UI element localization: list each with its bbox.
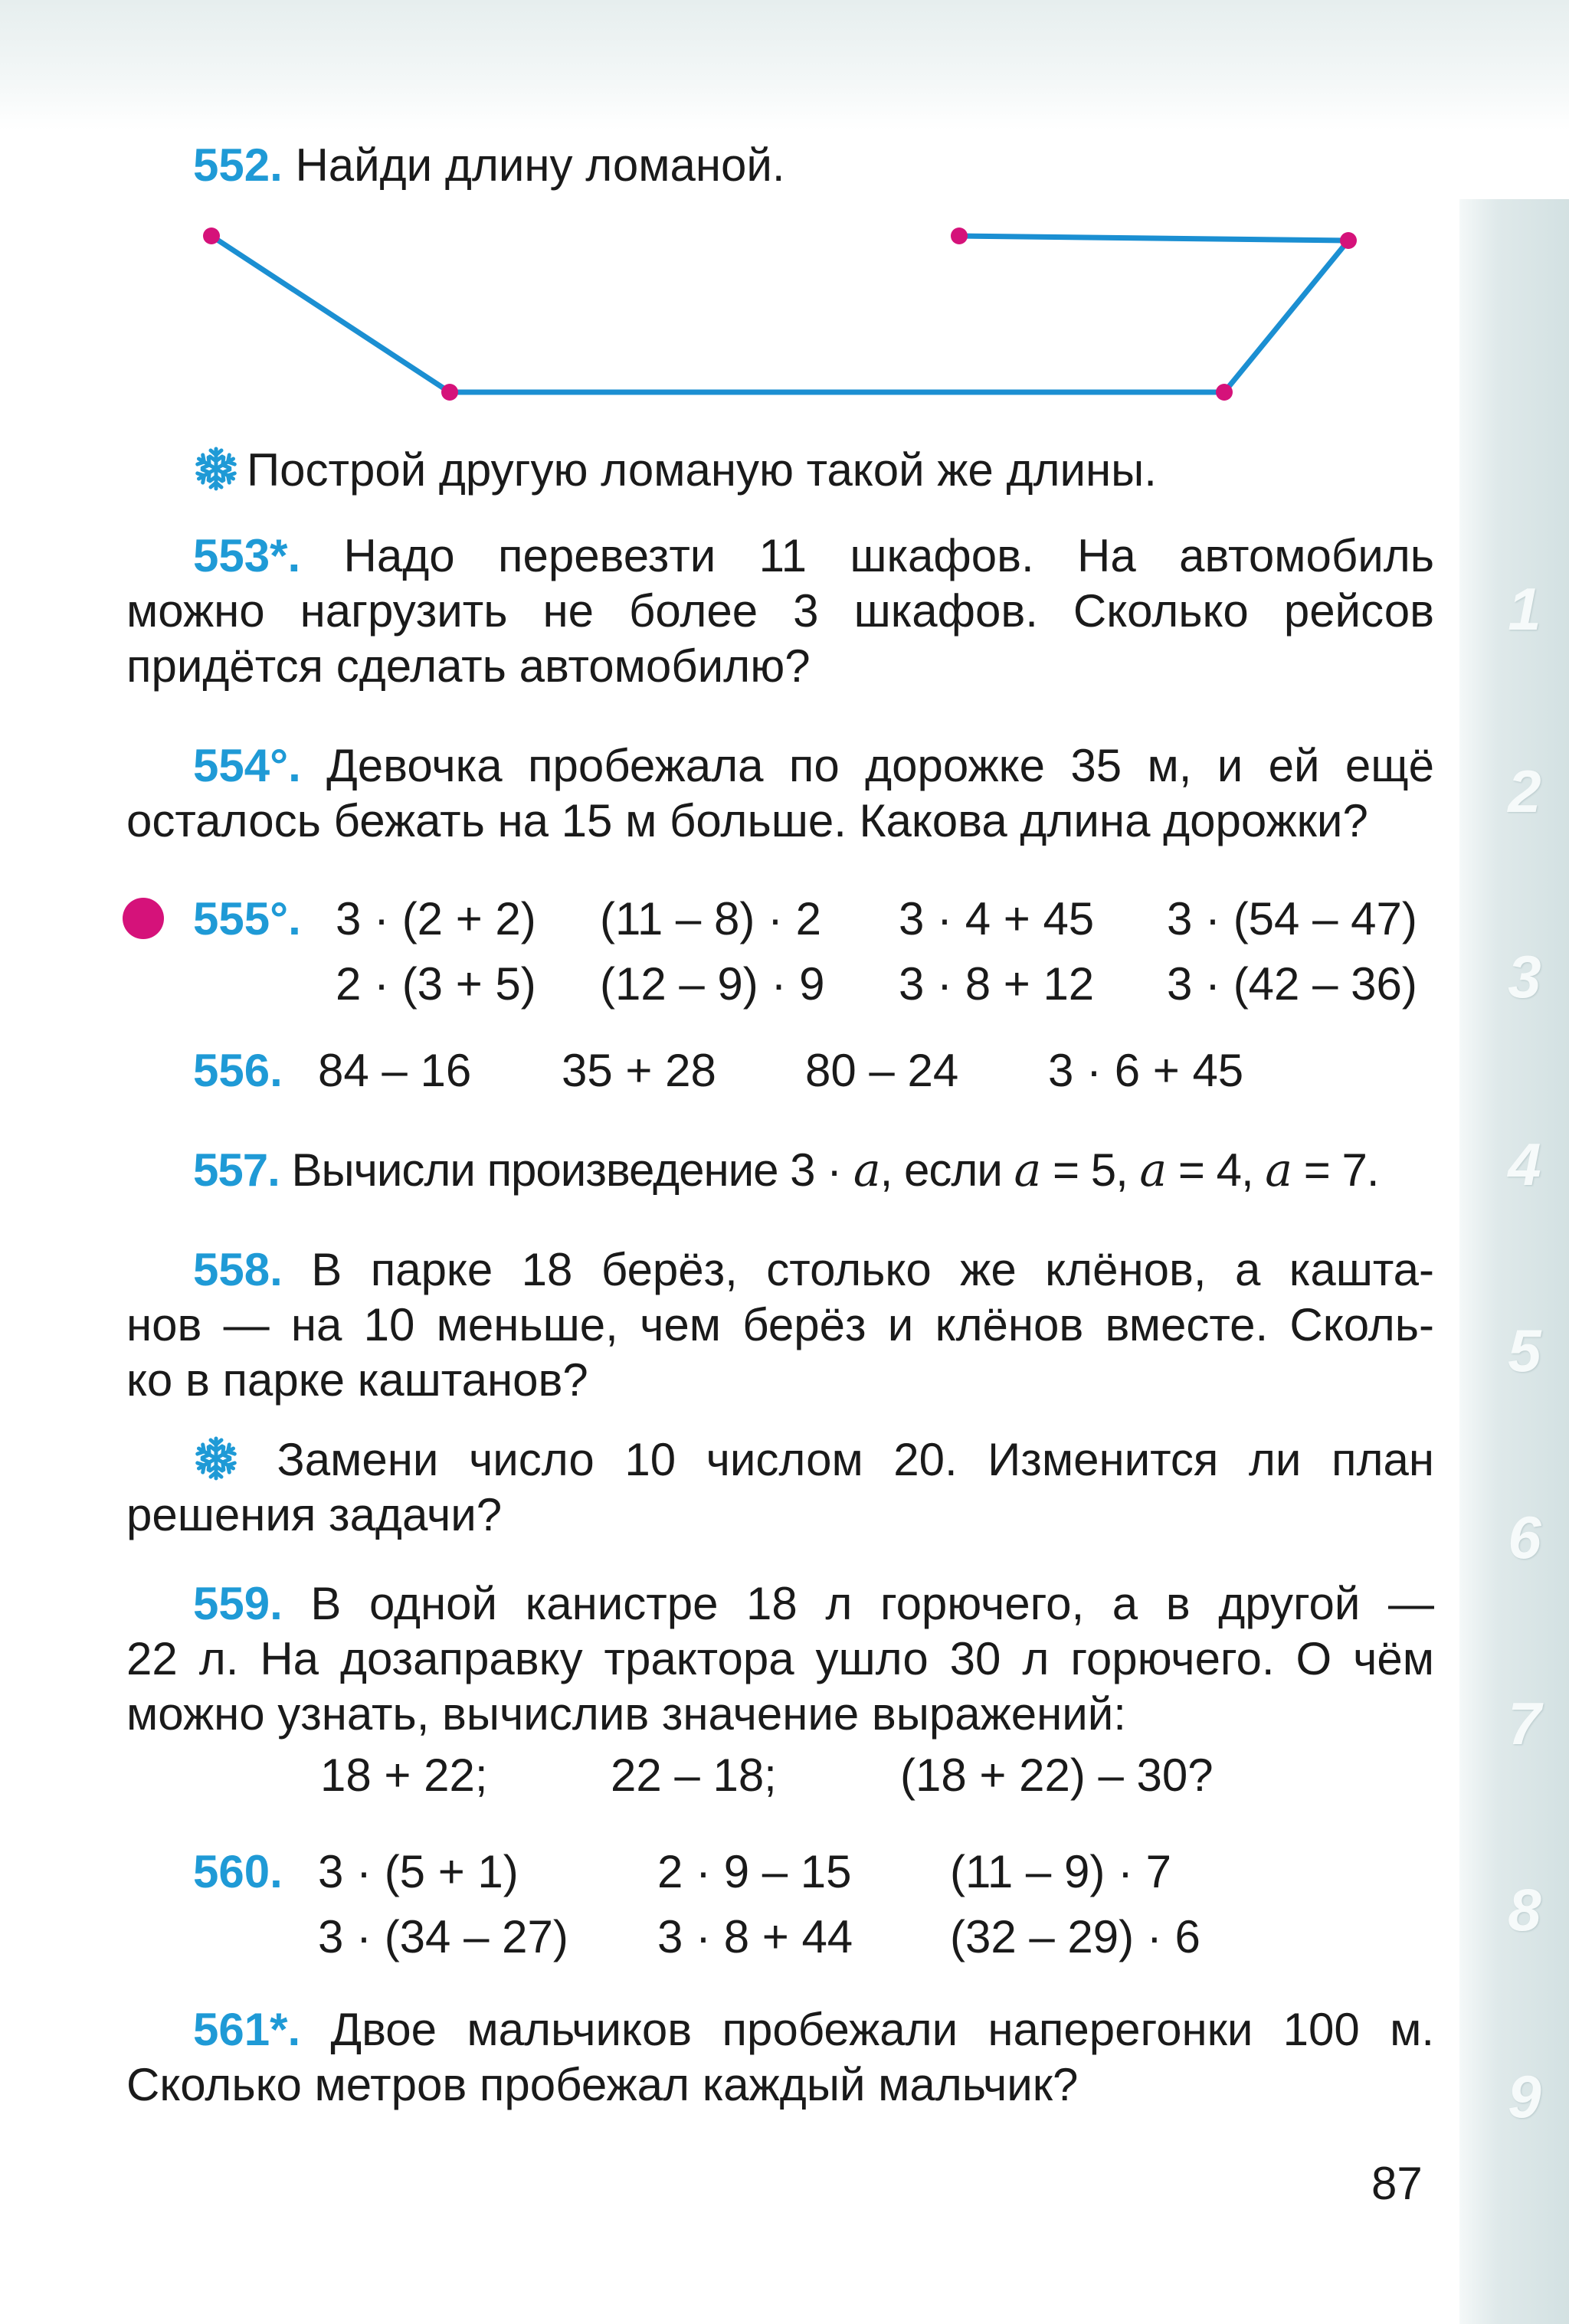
- problem-number: 559.: [193, 1578, 283, 1629]
- problem-558-line-2: нов — на 10 меньше, чем берёз и клёнов вместе. Сколь-: [126, 1299, 1434, 1350]
- expression: 3 · 8 + 44: [657, 1911, 853, 1962]
- pink-circle-icon: [123, 898, 164, 939]
- problem-553-line-2: можно нагрузить не более 3 шкафов. Сколько рейсов: [126, 585, 1434, 637]
- side-number-5: 5: [1508, 1317, 1541, 1384]
- polyline-point: [1340, 232, 1357, 249]
- problem-number: 561: [193, 2004, 270, 2055]
- problem-554-line-1: 554°. Девочка пробежала по дорожке 35 м, и ей ещё: [193, 740, 1434, 791]
- problem-561-line-1: 561*. Двое мальчиков пробежали наперегонки 100 м.: [193, 2004, 1434, 2055]
- side-number-4: 4: [1508, 1131, 1541, 1198]
- task-snowflake-1: [193, 443, 1157, 498]
- side-number-7: 7: [1508, 1690, 1541, 1757]
- side-number-8: 8: [1508, 1876, 1541, 1943]
- expression: 3 · (2 + 2): [336, 893, 536, 944]
- variable: a: [1265, 1144, 1292, 1197]
- side-number-3: 3: [1508, 943, 1541, 1010]
- variable: a: [853, 1144, 880, 1197]
- expression: (32 – 29) · 6: [950, 1911, 1200, 1962]
- expression: (18 + 22) – 30?: [900, 1750, 1214, 1801]
- problem-number: 554°.: [193, 740, 301, 791]
- problem-556-number: 556.: [193, 1045, 283, 1096]
- expression: 3 · 8 + 12: [899, 958, 1095, 1010]
- expression: (11 – 8) · 2: [600, 893, 822, 944]
- problem-561-line-2: Сколько метров пробежал каждый мальчик?: [126, 2059, 1079, 2110]
- polyline: [211, 236, 1348, 392]
- problem-557: 557. Вычисли произведение 3 · a, если a = 5, a = 4, a = 7.: [193, 1144, 1379, 1197]
- problem-number: 552.: [193, 139, 283, 191]
- side-number-2: 2: [1508, 758, 1541, 825]
- expression: (11 – 9) · 7: [950, 1846, 1172, 1897]
- expression: 2 · (3 + 5): [336, 958, 536, 1010]
- expression: 2 · 9 – 15: [657, 1846, 852, 1897]
- problem-559-line-3: можно узнать, вычислив значение выражений:: [126, 1688, 1126, 1740]
- polyline-point: [951, 227, 968, 244]
- expression: 3 · (34 – 27): [318, 1911, 568, 1962]
- expression: 3 · 6 + 45: [1048, 1045, 1244, 1096]
- polyline-point: [441, 384, 458, 401]
- problem-558-line-3: ко в парке каштанов?: [126, 1354, 588, 1406]
- expression: 84 – 16: [318, 1045, 472, 1096]
- expression: 3 · (54 – 47): [1167, 893, 1417, 944]
- expression: (12 – 9) · 9: [600, 958, 825, 1010]
- side-strip: [1459, 199, 1569, 2324]
- polyline-figure: [0, 0, 1569, 460]
- problem-553-line-1: 553*. Надо перевезти 11 шкафов. На автомобиль: [193, 530, 1434, 581]
- problem-text: Найди длину ломаной.: [295, 139, 785, 191]
- snowflake-icon: [193, 1435, 239, 1481]
- variable: a: [1014, 1144, 1041, 1197]
- task-snowflake-2-line-2: решения задачи?: [126, 1489, 503, 1540]
- side-number-1: 1: [1508, 575, 1541, 643]
- expression: 22 – 18;: [611, 1750, 777, 1801]
- variable: a: [1139, 1144, 1167, 1197]
- snowflake-icon: [193, 446, 239, 492]
- problem-number: 557.: [193, 1144, 280, 1196]
- problem-553-line-3: придётся сделать автомобилю?: [126, 640, 811, 692]
- task-snowflake-2-line-1: Замени число 10 числом 20. Изменится ли план: [193, 1432, 1434, 1488]
- problem-559-line-2: 22 л. На дозаправку трактора ушло 30 л горючего. О чём: [126, 1633, 1434, 1684]
- expression: 80 – 24: [805, 1045, 959, 1096]
- side-number-6: 6: [1508, 1504, 1541, 1571]
- expression: 3 · (42 – 36): [1167, 958, 1417, 1010]
- problem-number: 558.: [193, 1244, 283, 1295]
- polyline-point: [203, 227, 220, 244]
- problem-558-line-1: 558. В парке 18 берёз, столько же клёнов, а кашта-: [193, 1244, 1434, 1295]
- expression: 3 · 4 + 45: [899, 893, 1095, 944]
- expression: 35 + 28: [562, 1045, 716, 1096]
- problem-560-number: 560.: [193, 1846, 283, 1897]
- page-number: 87: [1371, 2158, 1423, 2209]
- side-number-9: 9: [1508, 2063, 1541, 2130]
- problem-555-number: 555°.: [193, 893, 301, 944]
- polyline-point: [1216, 384, 1233, 401]
- problem-number: 553: [193, 530, 270, 581]
- expression: 18 + 22;: [320, 1750, 488, 1801]
- problem-559-line-1: 559. В одной канистре 18 л горючего, а в другой —: [193, 1578, 1434, 1629]
- expression: 3 · (5 + 1): [318, 1846, 519, 1897]
- problem-554-line-2: осталось бежать на 15 м больше. Какова длина дорожки?: [126, 795, 1368, 846]
- task-text: Построй другую ломаную такой же длины.: [247, 444, 1157, 496]
